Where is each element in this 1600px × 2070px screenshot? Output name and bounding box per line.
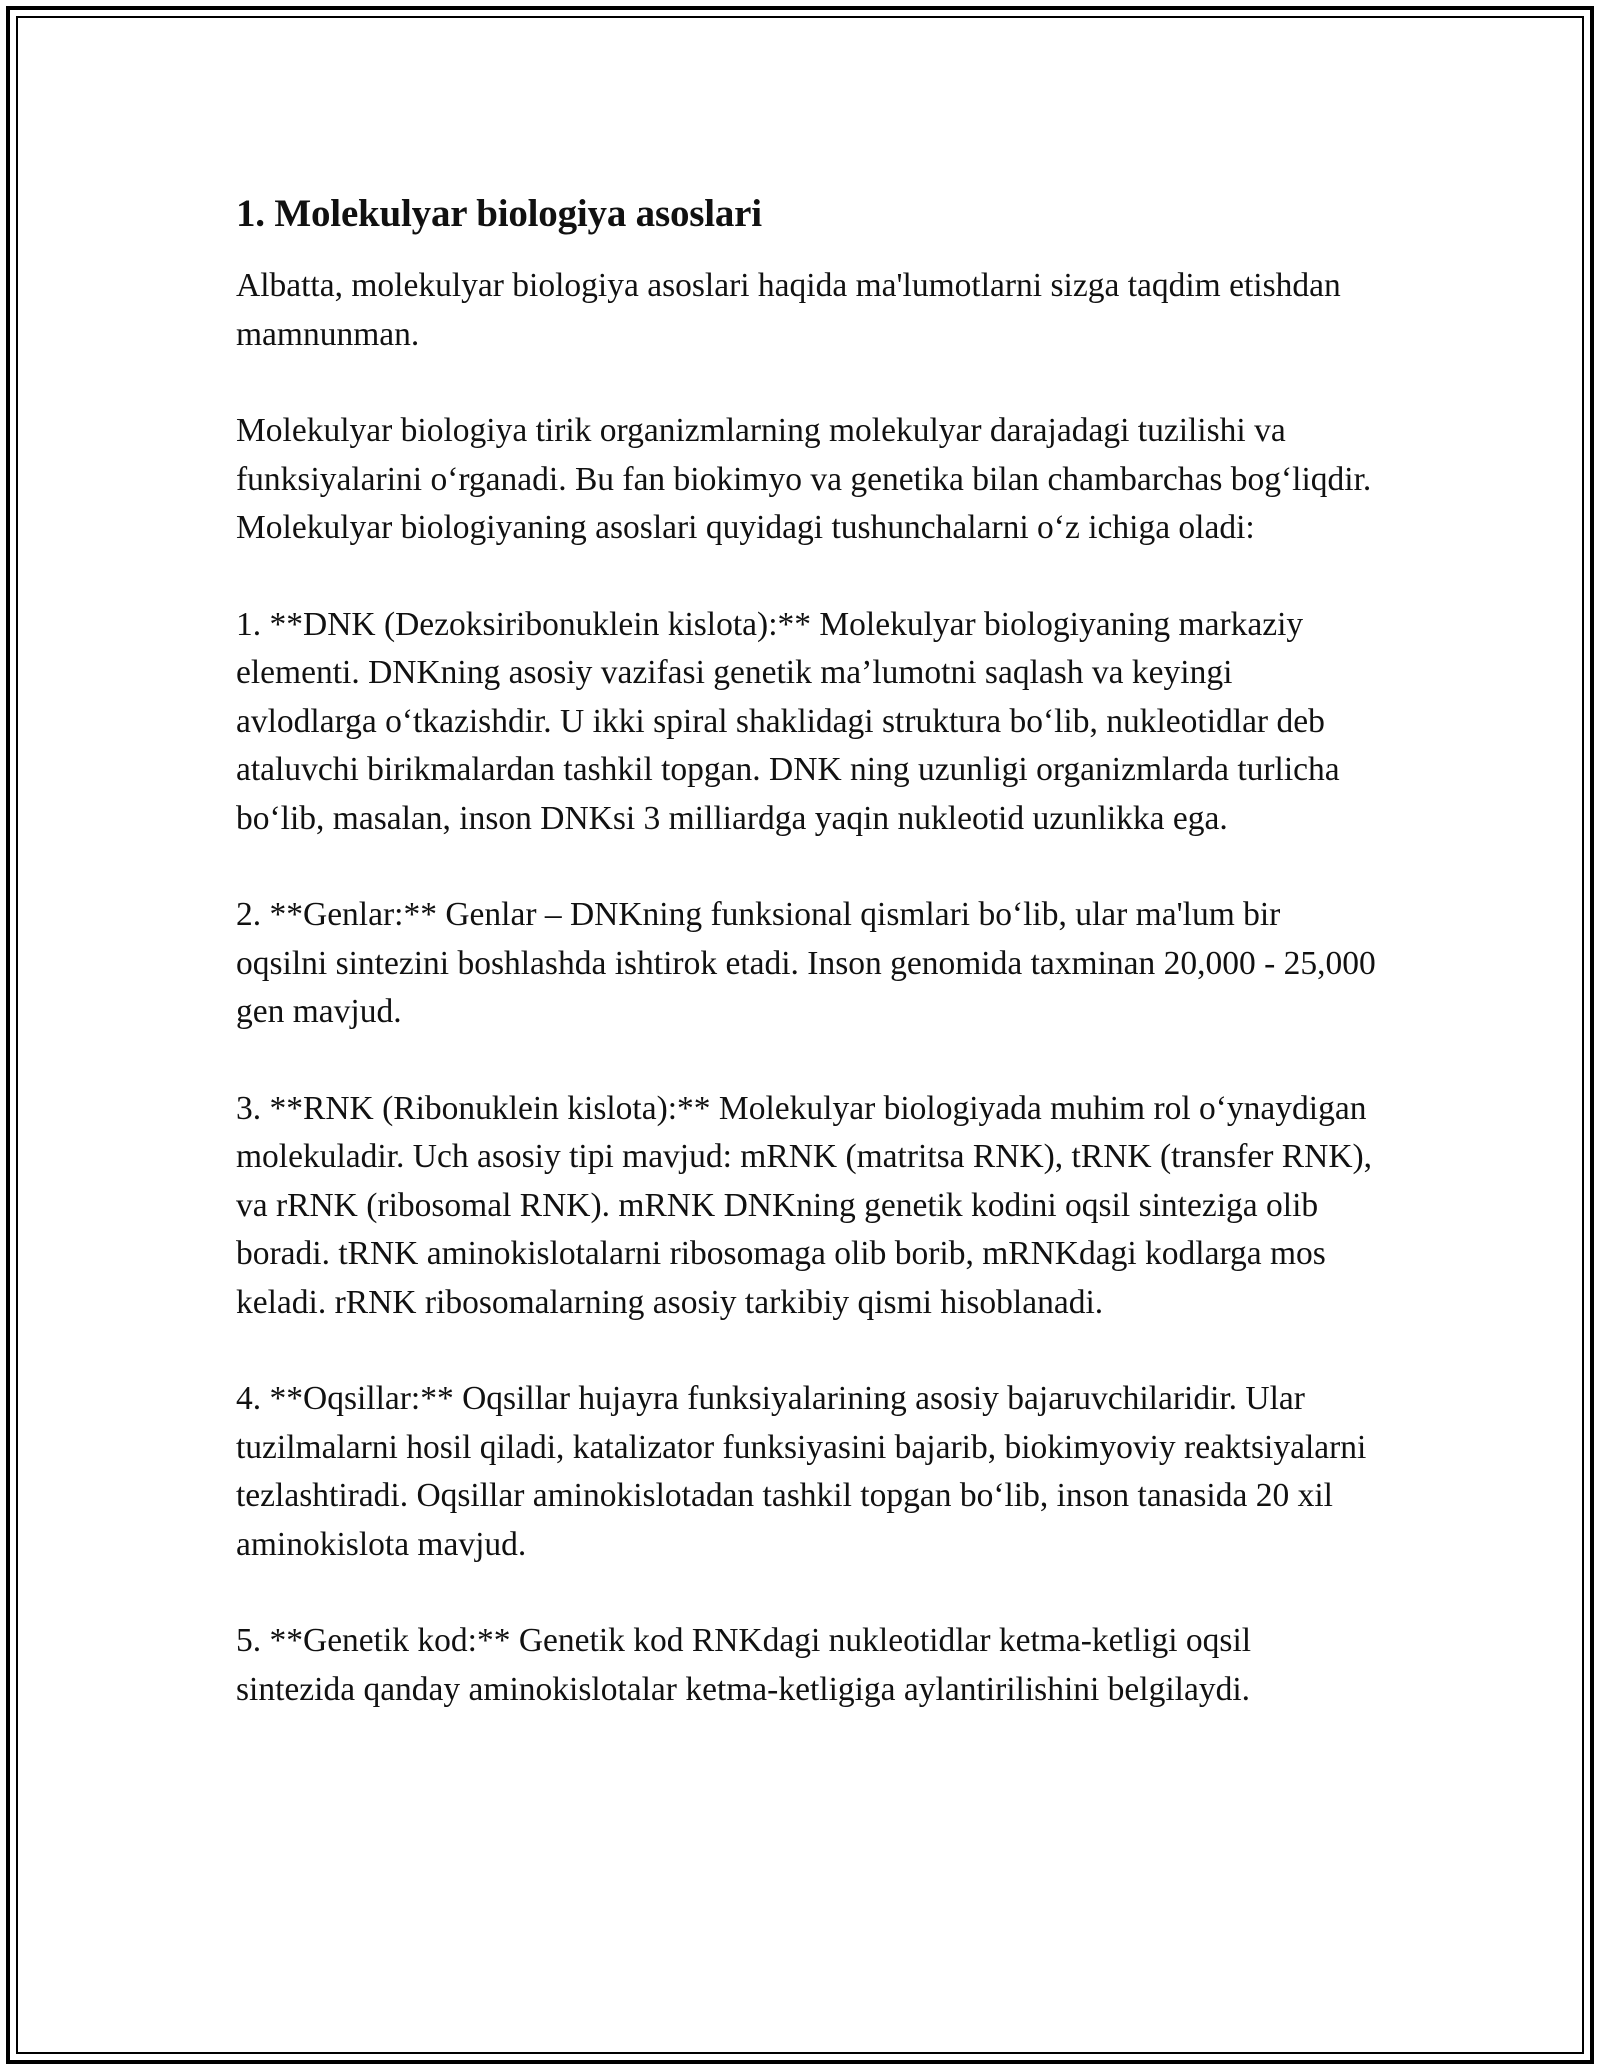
item-rnk-paragraph: 3. **RNK (Ribonuklein kislota):** Molekulyar biologiyada muhim rol oʻynaydigan molekuladir. Uch asosiy tipi mavjud: mRNK (matritsa RNK), tRNK (transfer RNK), va rRNK (ribosomal RNK). mRNK DNKning genetik kodini oqsil sinteziga olib boradi. tRNK aminokislotalarni ribosomaga olib borib, mRNKdagi kodlarga mos keladi. rRNK ribosomalarning asosiy tarkibiy qismi hisoblanadi.	[236, 1089, 1373, 1321]
overview-paragraph: Molekulyar biologiya tirik organizmlarning molekulyar darajadagi tuzilishi va funksiyalarini oʻrganadi. Bu fan biokimyo va genetika bilan chambarchas bogʻliqdir. Molekulyar biologiyaning asoslari quyidagi tushunchalarni oʻz ichiga oladi:	[236, 412, 1372, 546]
item-genlar-paragraph: 2. **Genlar:** Genlar – DNKning funksional qismlari boʻlib, ular ma'lum bir oqsilni sintezini boshlashda ishtirok etadi. Inson genomida taxminan 20,000 - 25,000 gen mavjud.	[236, 896, 1376, 1030]
item-genetik-kod-paragraph: 5. **Genetik kod:** Genetik kod RNKdagi nukleotidlar ketma-ketligi oqsil sintezida qanday aminokislotalar ketma-ketligiga aylantirilishini belgilaydi.	[236, 1622, 1252, 1708]
document-title: 1. Molekulyar biologiya asoslari	[236, 192, 762, 235]
intro-paragraph: Albatta, molekulyar biologiya asoslari haqida ma'lumotlarni sizga taqdim etishdan mamnunman.	[236, 267, 1341, 353]
item-dnk-paragraph: 1. **DNK (Dezoksiribonuklein kislota):** Molekulyar biologiyaning markaziy elementi. DNKning asosiy vazifasi genetik ma’lumotni saqlash va keyingi avlodlarga oʻtkazishdir. U ikki spiral shaklidagi struktura boʻlib, nukleotidlar deb ataluvchi birikmalardan tashkil topgan. DNK ning uzunligi organizmlarda turlicha boʻlib, masalan, inson DNKsi 3 milliardga yaqin nukleotid uzunlikka ega.	[236, 605, 1340, 837]
item-oqsillar-paragraph: 4. **Oqsillar:** Oqsillar hujayra funksiyalarining asosiy bajaruvchilaridir. Ular tuzilmalarni hosil qiladi, katalizator funksiyasini bajarib, biokimyoviy reaktsiyalarni tezlashtiradi. Oqsillar aminokislotadan tashkil topgan boʻlib, inson tanasida 20 xil aminokislota mavjud.	[236, 1380, 1367, 1563]
document-body	[236, 186, 1376, 1762]
